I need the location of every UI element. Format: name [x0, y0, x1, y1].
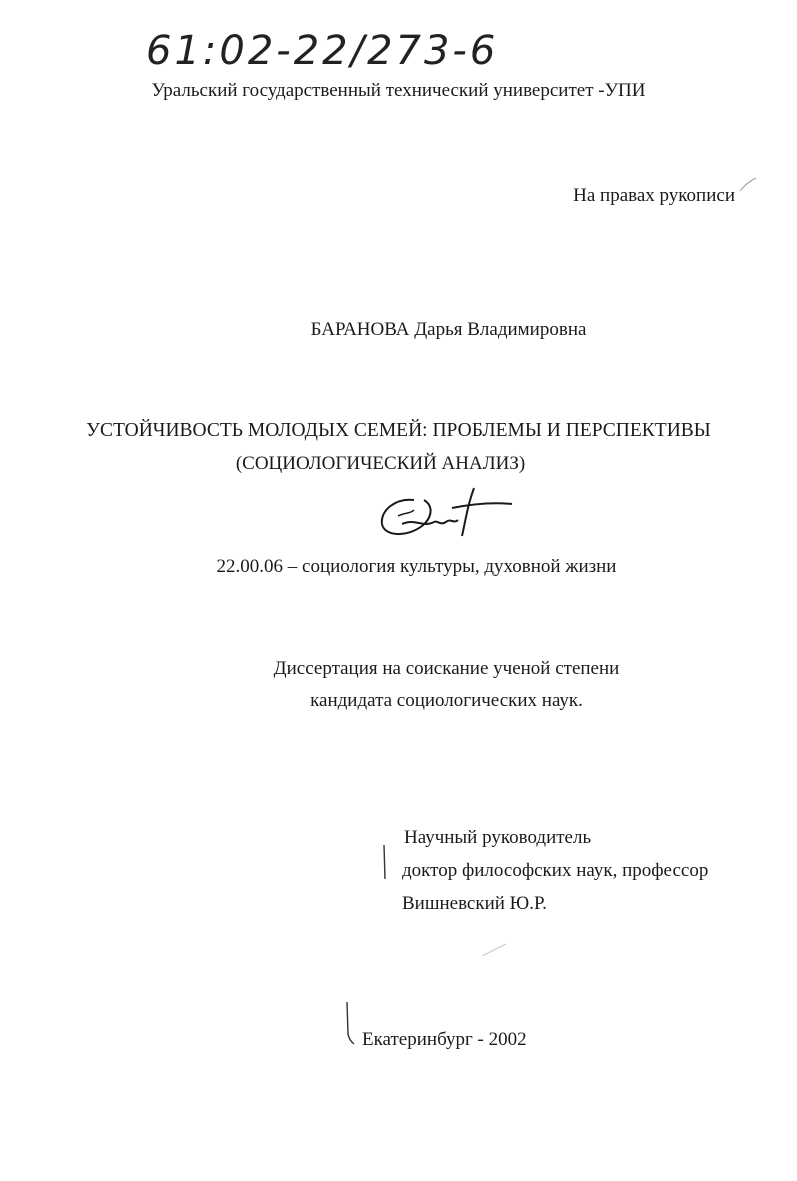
place-and-year: Екатеринбург - 2002: [362, 1029, 527, 1050]
signature: [376, 478, 516, 548]
thesis-title-line-1: УСТОЙЧИВОСТЬ МОЛОДЫХ СЕМЕЙ: ПРОБЛЕМЫ И ПЕРСПЕКТИВЫ: [86, 420, 711, 441]
degree-line-2: кандидата социологических наук.: [310, 690, 583, 711]
thesis-title-line-2: (СОЦИОЛОГИЧЕСКИЙ АНАЛИЗ): [235, 453, 526, 474]
supervisor-label: Научный руководитель: [404, 827, 592, 848]
specialty-code: 22.00.06 – социология культуры, духовной жизни: [216, 556, 617, 577]
archive-number: 61:02-22/273-6: [146, 28, 499, 74]
pencil-tick-mark: [738, 175, 758, 195]
margin-bracket-mark: [342, 1000, 358, 1048]
margin-line-mark: [380, 843, 390, 883]
rights-note: На правах рукописи: [573, 185, 735, 206]
degree-line-1: Диссертация на соискание ученой степени: [273, 658, 620, 679]
supervisor-name: Вишневский Ю.Р.: [402, 893, 547, 914]
author-name: БАРАНОВА Дарья Владимировна: [310, 319, 587, 340]
pencil-dash-mark: [480, 940, 510, 960]
university-name: Уральский государственный технический университет -УПИ: [151, 80, 646, 101]
supervisor-degree: доктор философских наук, профессор: [402, 860, 709, 881]
